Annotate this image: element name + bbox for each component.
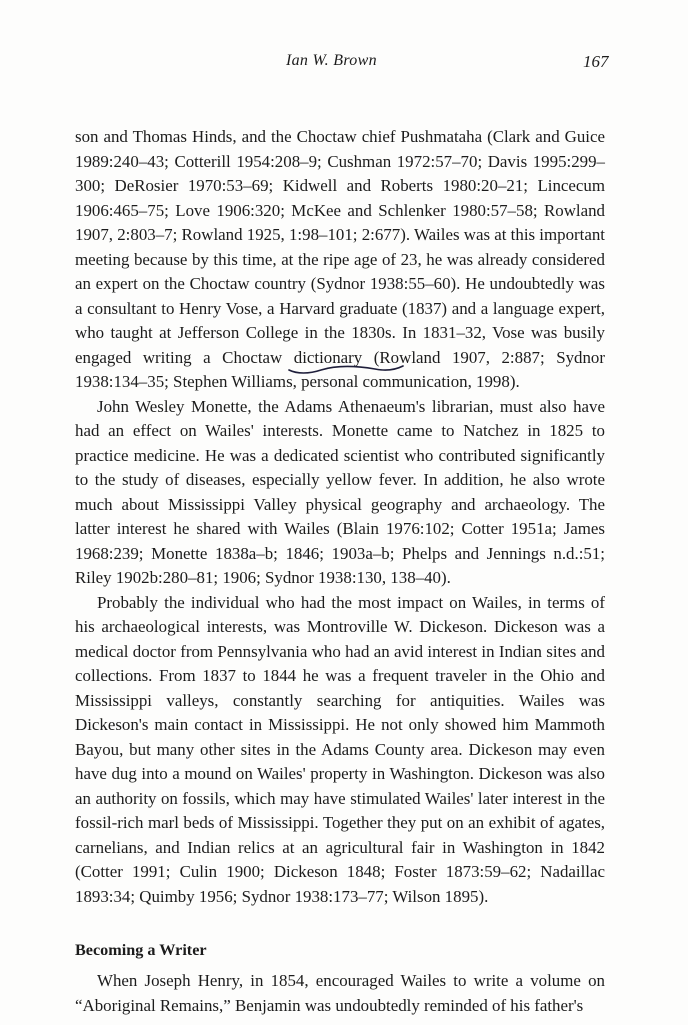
- paragraph-2: John Wesley Monette, the Adams Athenaeum's librarian, must also have had an effect on Wailes' interests. Monette came to Natchez in 1825 to practice medicine. He was a dedicated scientist who contributed significantly to the study of diseases, especially yellow fever. In addition, he also wrote much about Mississippi Valley physical geography and archaeology. The latter interest he shared with Wailes (Blain 1976:102; Cotter 1951a; James 1968:239; Monette 1838a–b; 1846; 1903a–b; Phelps and Jennings n.d.:51; Riley 1902b:280–81; 1906; Sydnor 1938:130, 138–40).: [75, 396, 605, 587]
- paragraph-3: Probably the individual who had the most impact on Wailes, in terms of his archaeological interests, was Montroville W. Dickeson. Dickeson was a medical doctor from Pennsylvania who had an avid interest in Indian sites and collections. From 1837 to 1844 he was a frequent traveler in the Ohio and Mississippi valleys, constantly searching for antiquities. Wailes was Dickeson's main contact in Mississippi. He not only showed him Mammoth Bayou, but many other sites in the Adams County area. Dickeson may even have dug into a mound on Wailes' property in Washington. Dickeson was also an authority on fossils, which may have stimulated Wailes' later interest in the fossil-rich marl beds of Mississippi. Together they put on an exhibit of agates, carnelians, and Indian relics at an agricultural fair in Washington in 1842 (Cotter 1991; Culin 1900; Dickeson 1848; Foster 1873:59–62; Nadaillac 1893:34; Quimby 1956; Sydnor 1938:173–77; Wilson 1895).: [75, 592, 605, 906]
- running-head-author: Ian W. Brown: [286, 52, 377, 69]
- running-head: [0, 52, 688, 76]
- paragraph-1: son and Thomas Hinds, and the Choctaw chief Pushmataha (Clark and Guice 1989:240–43; Cotterill 1954:208–9; Cushman 1972:57–70; Davis 1995:299–300; DeRosier 1970:53–69; Kidwell and Roberts 1980:20–21; Lincecum 1906:465–75; Love 1906:320; McKee and Schlenker 1980:57–58; Rowland 1907, 2:803–7; Rowland 1925, 1:98–101; 2:677). Wailes was at this important meeting because by this time, at the ripe age of 23, he was already considered an expert on the Choctaw country (Sydnor 1938:55–60). He undoubtedly was a consultant to Henry Vose, a Harvard graduate (1837) and a language expert, who taught at Jefferson College in the 1830s. In 1831–32, Vose was busily engaged writing a Choctaw dictionary (Rowland 1907, 2:887; Sydnor 1938:134–35; Stephen Williams, personal communication, 1998).: [75, 127, 605, 391]
- section-heading: Becoming a Writer: [75, 941, 207, 959]
- body-text: [75, 125, 605, 1018]
- page-number: 167: [583, 52, 609, 71]
- paragraph-4: When Joseph Henry, in 1854, encouraged Wailes to write a volume on “Aboriginal Remains,” Benjamin was undoubtedly reminded of his father's: [75, 971, 605, 1015]
